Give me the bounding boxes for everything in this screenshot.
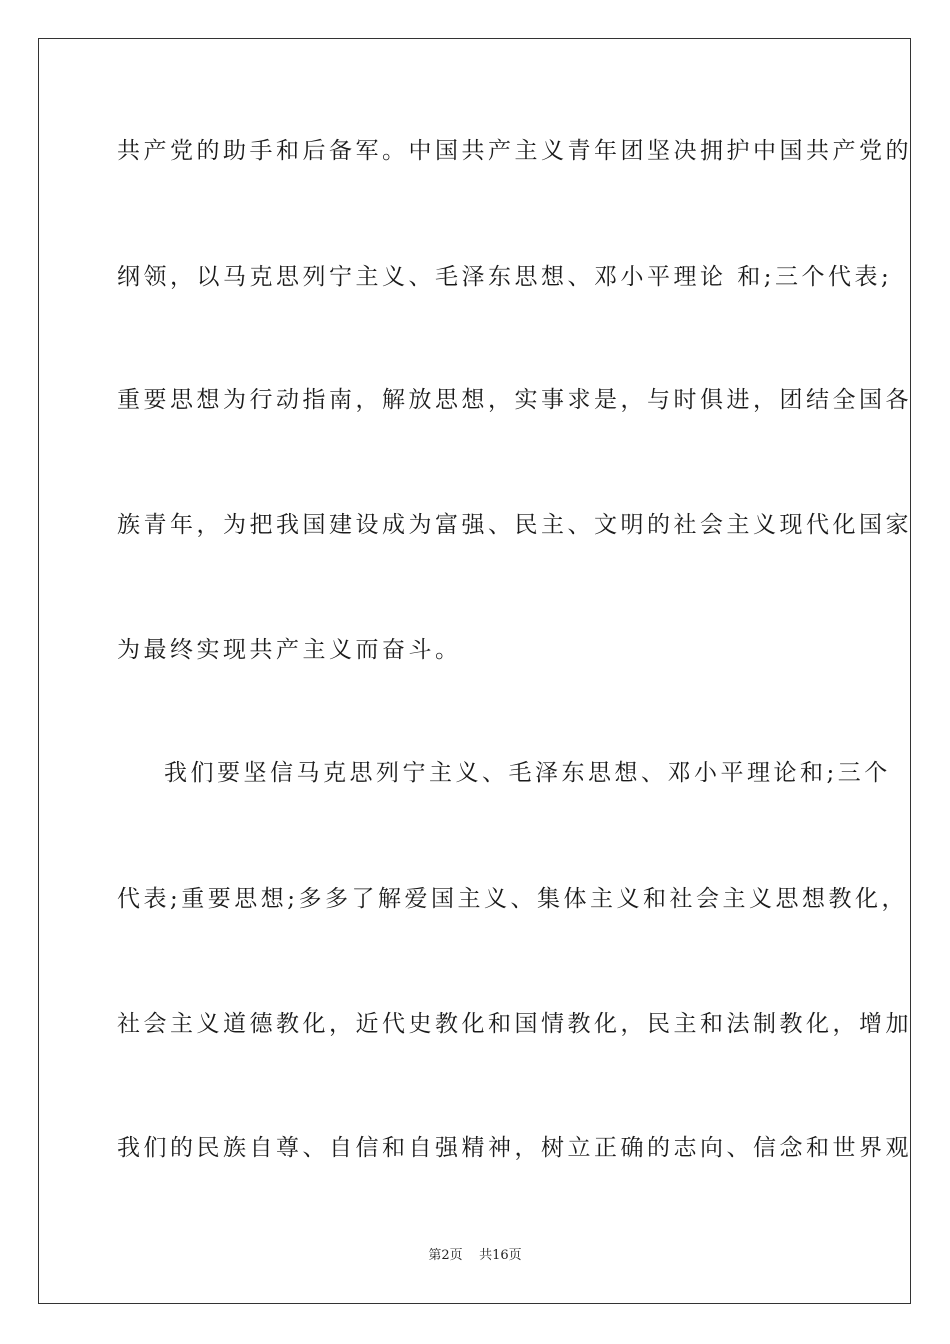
page-number: 第2页 bbox=[428, 1248, 463, 1263]
body-text-line: 纲领，以马克思列宁主义、毛泽东思想、邓小平理论 和;三个代表; bbox=[117, 264, 893, 290]
body-text-line: 代表;重要思想;多多了解爱国主义、集体主义和社会主义思想教化， bbox=[117, 886, 908, 912]
page-border bbox=[38, 38, 911, 1304]
body-text-line: 社会主义道德教化，近代史教化和国情教化，民主和法制教化，增加 bbox=[117, 1011, 912, 1037]
page-total: 共16页 bbox=[479, 1248, 522, 1263]
body-text-line: 我们的民族自尊、自信和自强精神，树立正确的志向、信念和世界观 bbox=[117, 1135, 912, 1161]
body-text-line-indented: 我们要坚信马克思列宁主义、毛泽东思想、邓小平理论和;三个 bbox=[164, 760, 891, 786]
page-footer bbox=[0, 1244, 950, 1263]
body-text-line: 族青年，为把我国建设成为富强、民主、文明的社会主义现代化国家 bbox=[117, 512, 912, 538]
body-text-line: 重要思想为行动指南，解放思想，实事求是，与时俱进，团结全国各 bbox=[117, 387, 912, 413]
body-text-line: 为最终实现共产主义而奋斗。 bbox=[117, 637, 462, 663]
body-text-line: 共产党的助手和后备军。中国共产主义青年团坚决拥护中国共产党的 bbox=[117, 138, 912, 164]
